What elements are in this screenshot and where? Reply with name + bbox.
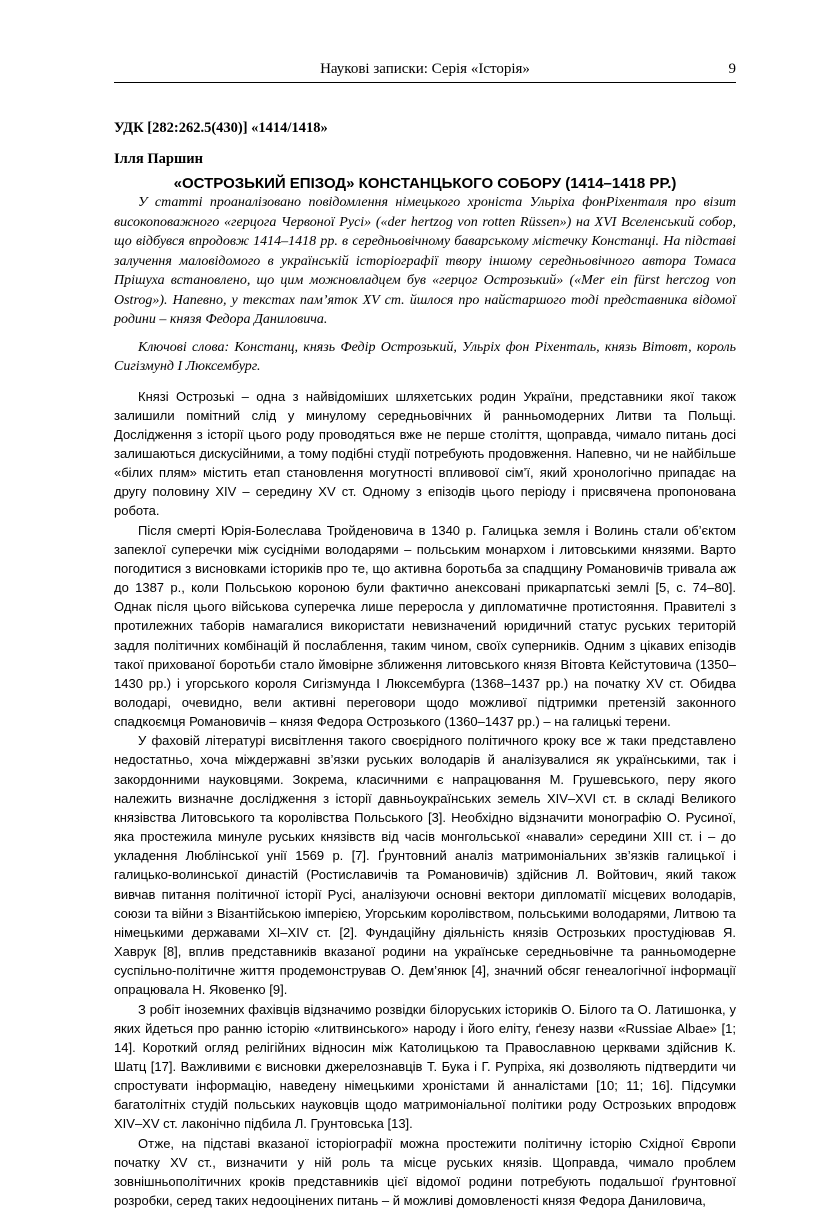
body-paragraph: Князі Острозькі – одна з найвідоміших шляхетських родин України, представники якої також залишили помітний слід у минулому середньовічних й ранньомодерних Литви та Польщі. Дослідження з історії цього роду проводяться вже не перше століття, щоправда, чимало питань досі залишаються дискусійними, а тому подібні студії потребують продовження. Напевно, чи не найбільше «білих плям» містить етап становлення могутності впливової сім’ї, який хронологічно припадає на другу половину XIV – середину XV ст. Одному з епізодів цього періоду і присвячена пропонована робота. bbox=[114, 387, 736, 521]
article-title: «ОСТРОЗЬКИЙ ЕПІЗОД» КОНСТАНЦЬКОГО СОБОРУ (1414–1418 РР.) bbox=[114, 174, 736, 193]
body-paragraph: Після смерті Юрія-Болеслава Тройденовича в 1340 р. Галицька земля і Волинь стали об’єктом запеклої суперечки між сусідніми володарями – польським монархом і литовськими князями. Варто погодитися з висновками істориків про те, що активна боротьба за спадщину Романовичів тривала аж до 1387 р., коли Польською короною були фактично анексовані прикарпатські землі [5, с. 74–80]. Однак після цього військова суперечка лише переросла у дипломатичне протистояння. Правителі з протилежних таборів намагалися використати невизначений юридичний статус руських територій задля політичних комбінацій й послаблення, таким чином, своїх суперників. Одним з цікавих епізодів такої прихованої боротьби стало ймовірне зближення литовського князя Вітовта Кейстутовича (1350–1430 рр.) і угорського короля Сигізмунда I Люксембурга (1368–1437 рр.) на початку XV ст. Обидва володарі, очевидно, вели активні переговори щодо можливої підтримки претензій законного спадкоємця Романовичів – князя Федора Острозького (1360–1437 рр.) – на галицькі терени. bbox=[114, 521, 736, 732]
udk-code: УДК [282:262.5(430)] «1414/1418» bbox=[114, 120, 736, 137]
journal-title: Наукові записки: Серія «Історія» bbox=[114, 61, 736, 78]
body-text bbox=[114, 387, 736, 1210]
article-content bbox=[114, 120, 736, 1210]
body-paragraph: У фаховій літературі висвітлення такого своєрідного політичного кроку все ж таки представлено недостатньо, хоча міждержавні зв’язки руських володарів й аналізувалися як українськими, так і закордонними науковцями. Зокрема, класичними є напрацювання М. Грушевського, перу якого належить визначне дослідження з історії давньоукраїнських земель XIV–XVI ст. в складі Великого князівства Литовського та королівства Польського [3]. Необхідно відзначити монографію О. Русиної, яка простежила минуле руських князівств від часів монгольської «навали» середини XIII ст. і – до укладення Люблінської унії 1569 р. [7]. Ґрунтовний аналіз матримоніальних зв’язків галицької і галицько-волинської династій (Ростиславичів та Романовичів) здійснив Л. Войтович, який також вивчав питання політичної історії Русі, аналізуючи основні вектори дипломатії місцевих володарів, союзи та війни з Візантійською імперією, Угорським королівством, польськими володарями, Литвою та німецькими державами XI–XIV ст. [2]. Фундаційну діяльність князів Острозьких простудіював Я. Хаврук [8], вплив представників вказаної родини на українське середньовічне та ранньомодерне суспільно-політичне життя продемонстрував О. Дем’янюк [4], значний обсяг генеалогічної інформації опрацювала Н. Яковенко [9]. bbox=[114, 731, 736, 999]
page-number: 9 bbox=[729, 61, 737, 78]
keywords: Ключові слова: Констанц, князь Федір Острозький, Ульріх фон Ріхенталь, князь Вітовт, король Сигізмунд I Люксембург. bbox=[114, 338, 736, 377]
abstract: У статті проаналізовано повідомлення німецького хроніста Ульріха фонРіхенталя про візит високоповажного «герцога Червоної Русі» («der hertzog von rotten Rüssen») на XVI Вселенський собор, що відбувся впродовж 1414–1418 рр. в середньовічному баварському містечку Констанці. На підставі залучення маловідомого в українській історіографії твору іншому середньовічного автора Томаса Прішуха встановлено, що цим можновладцем був «герцог Острозький» («Mer ein fürst herczog von Ostrog»). Напевно, у текстах пам’яток XV ст. йшлося про найстаршого тоді представника відомої родини – князя Федора Даниловича. bbox=[114, 193, 736, 330]
body-paragraph: З робіт іноземних фахівців відзначимо розвідки білоруських істориків О. Білого та О. Латишонка, у яких йдеться про ранню історію «литвинського» народу і його еліту, ґенезу назви «Russiae Albae» [1; 14]. Короткий огляд релігійних відносин між Католицькою та Православною церквами здійснив К. Шатц [17]. Важливими є висновки джерелознавців Т. Бука і Г. Рупріха, які дозволяють підтвердити чи спростувати інформацію, наведену німецькими хроністами й анналістами [10; 11; 16]. Підсумки багатолітніх студій польських науковців щодо матримоніальної політики роду Острозьких впродовж XIV–XV ст. лаконічно підбила Л. Грунтовська [13]. bbox=[114, 1000, 736, 1134]
author-name: Ілля Паршин bbox=[114, 151, 736, 168]
body-paragraph: Отже, на підставі вказаної історіографії можна простежити політичну історію Східної Європи початку XV ст., визначити у ній роль та місце руських князів. Щоправда, чимало проблем зовнішньополітичних кроків представників цієї відомої родини потребують подальшої ґрунтовної розробки, серед таких недооцінених питань – й можливі домовленості князя Федора Даниловича, bbox=[114, 1134, 736, 1210]
running-header bbox=[114, 58, 736, 83]
